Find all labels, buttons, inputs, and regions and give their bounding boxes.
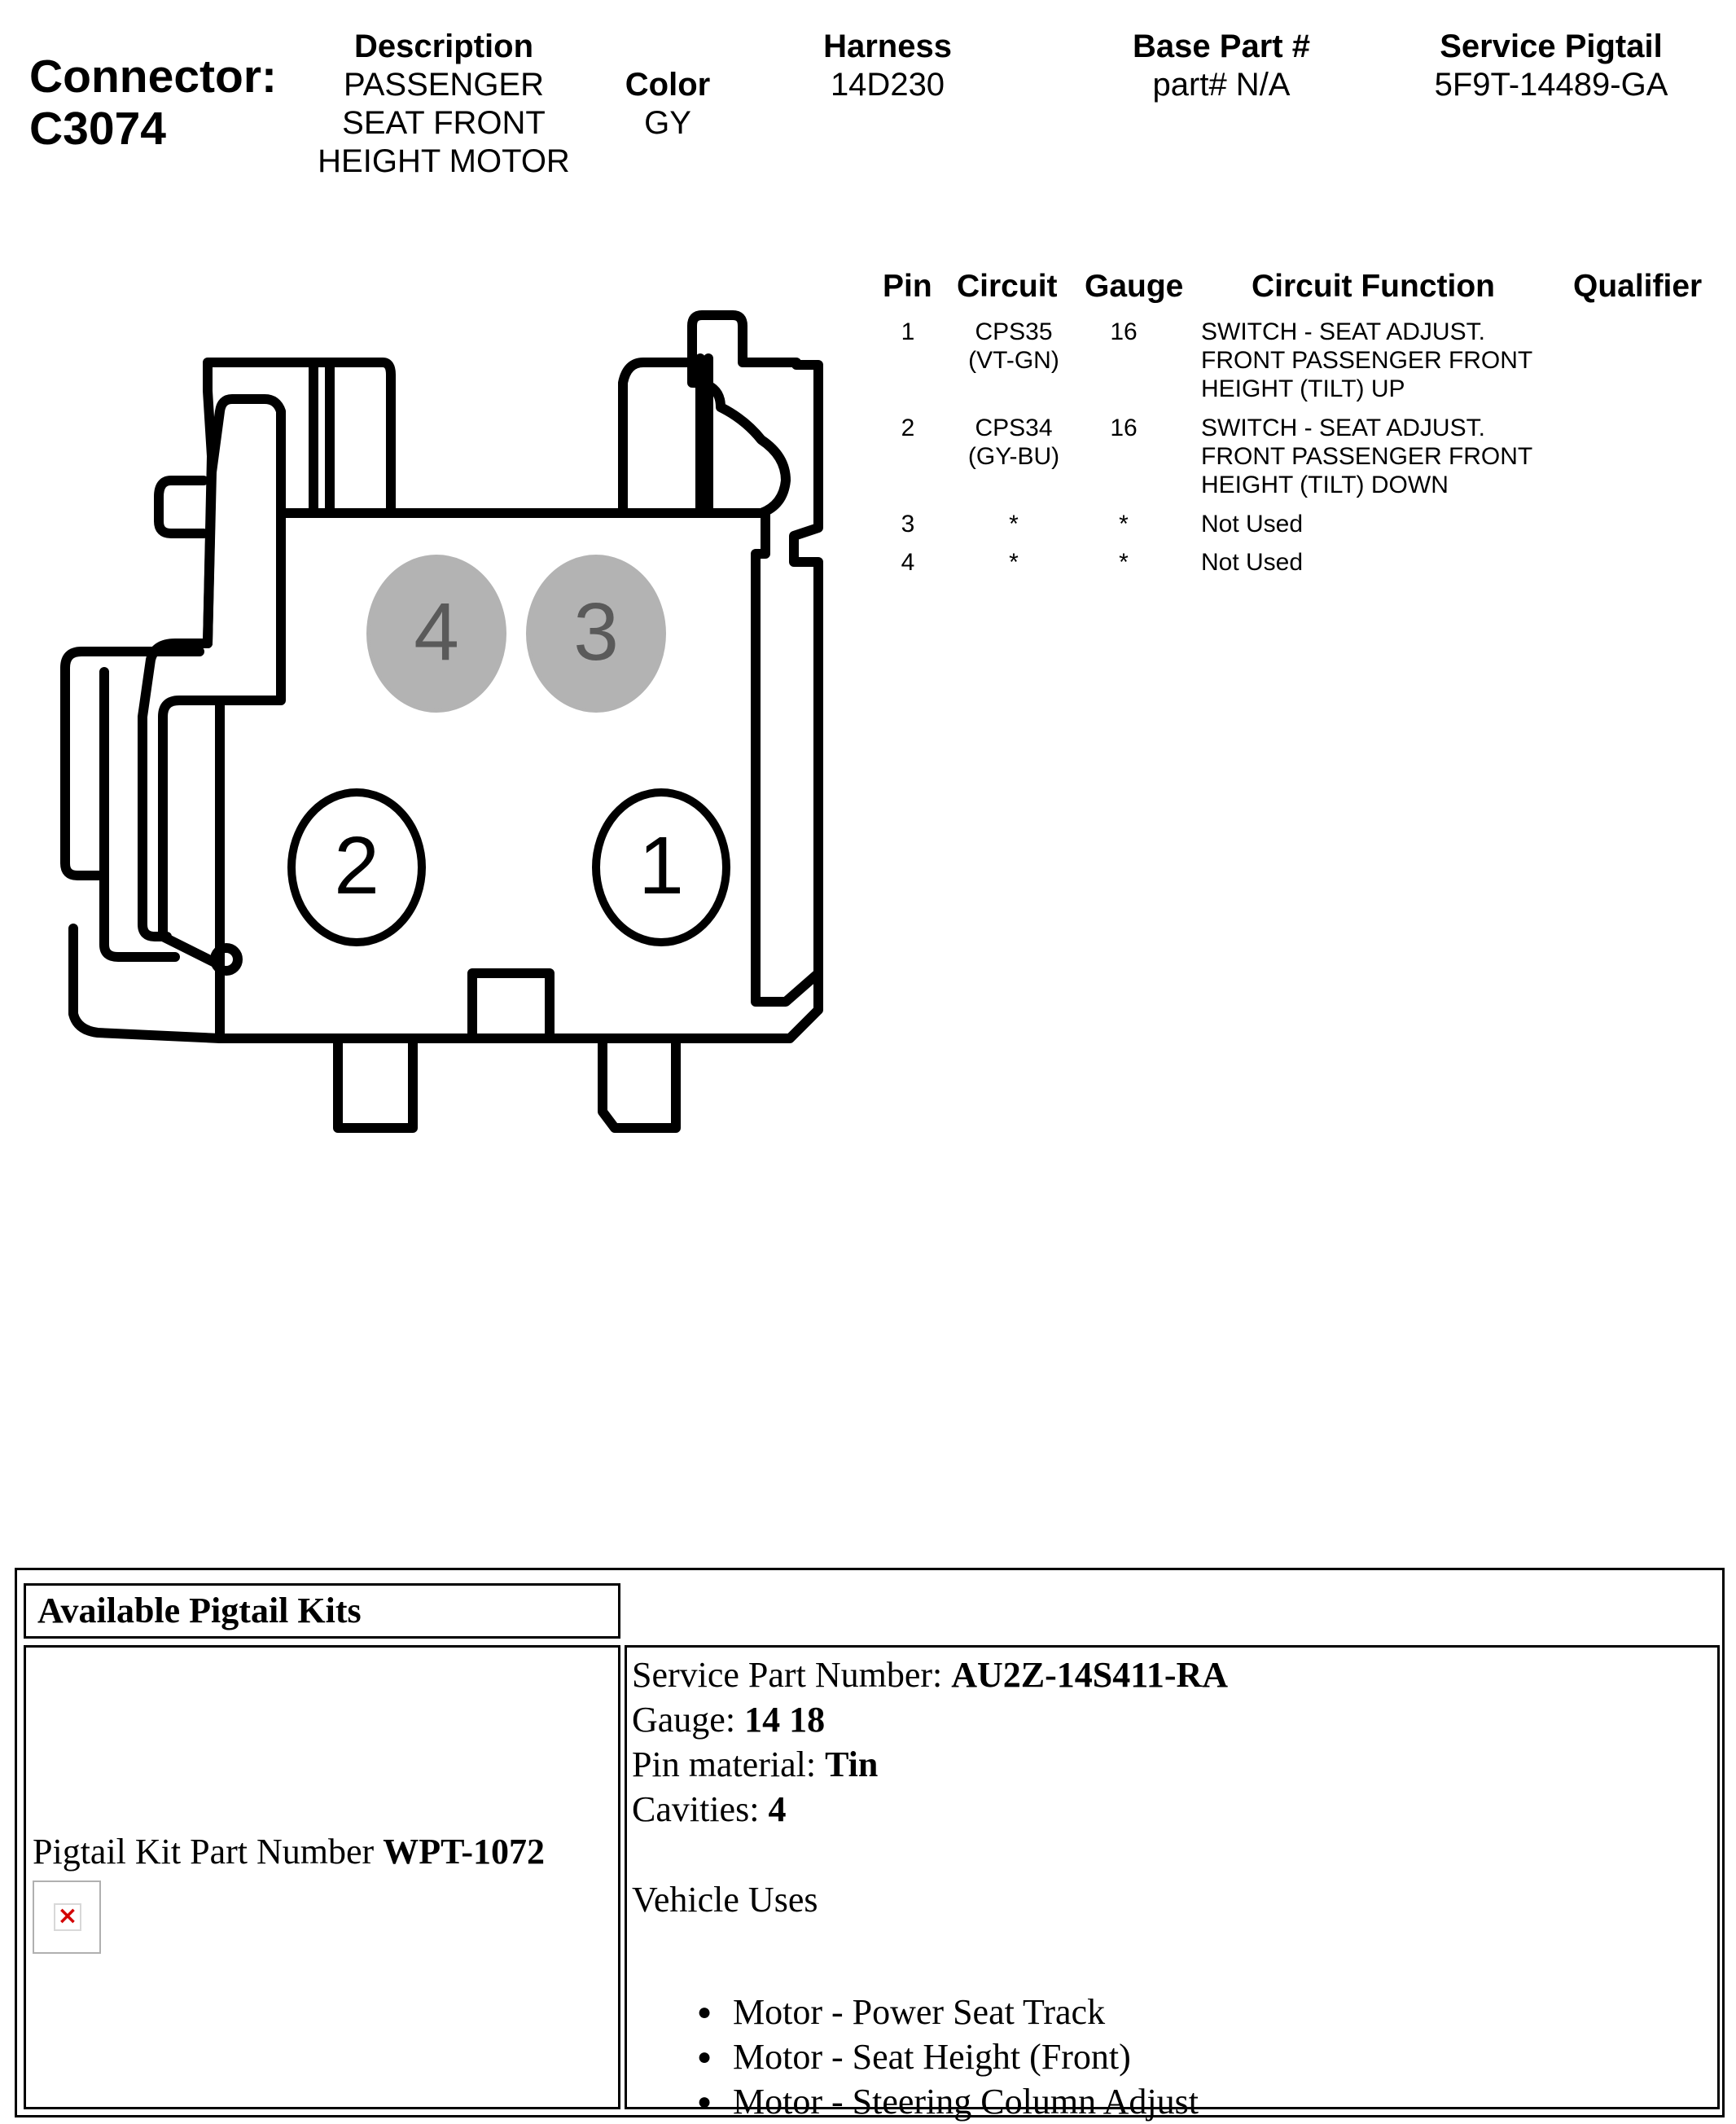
pin-number: 2 <box>901 415 915 441</box>
cavity-4-label: 4 <box>414 586 459 678</box>
vehicle-uses-list <box>697 1990 1199 2124</box>
cavity-2 <box>292 792 422 942</box>
cavity-1 <box>596 792 726 942</box>
pigtail-kit-part <box>33 1831 545 1872</box>
description-line-3: HEIGHT MOTOR <box>318 143 570 179</box>
cavity-2-label: 2 <box>334 820 379 911</box>
list-item <box>697 1990 1199 2034</box>
description-line-1: PASSENGER <box>344 67 544 103</box>
bottom-key <box>472 973 550 1038</box>
function-line: Not Used <box>1201 549 1304 576</box>
color-heading: Color <box>625 67 711 103</box>
function-line: SWITCH - SEAT ADJUST. <box>1201 415 1485 441</box>
gauge-label: Gauge: <box>632 1700 745 1740</box>
circuit-color: (GY-BU) <box>967 443 1060 470</box>
pigtail-kit-number: WPT-1072 <box>383 1832 546 1872</box>
circuit-id: * <box>1009 511 1019 538</box>
function-header: Circuit Function <box>1252 269 1495 304</box>
close-icon: × <box>54 1903 81 1931</box>
side-lock-outer <box>65 652 199 875</box>
function-line: Not Used <box>1201 511 1304 538</box>
function-line: FRONT PASSENGER FRONT <box>1201 443 1533 470</box>
pigtail-kit-details <box>625 1645 1720 2122</box>
pigtail-kits-title: Available Pigtail Kits <box>24 1583 620 1639</box>
function-line: HEIGHT (TILT) UP <box>1201 375 1405 402</box>
side-bump <box>159 481 204 533</box>
pin-number: 3 <box>901 511 915 538</box>
connector-label: Connector: <box>29 50 277 103</box>
cavities-line <box>632 1788 786 1831</box>
cavity-3 <box>528 556 664 711</box>
description-heading: Description <box>353 29 534 64</box>
service-part-label: Service Part Number: <box>632 1655 952 1695</box>
circuit-cell <box>953 318 1075 375</box>
circuit-id: CPS34 <box>975 415 1053 441</box>
color-value: GY <box>644 105 691 141</box>
description-column <box>293 27 594 181</box>
pin-number: 1 <box>901 318 915 345</box>
connector-id: C3074 <box>29 103 166 155</box>
bottom-tab <box>603 1038 676 1128</box>
service-pigtail-value: 5F9T-14489-GA <box>1434 67 1668 103</box>
pin-material-line <box>632 1744 878 1786</box>
bullet-icon: ● <box>697 2088 712 2115</box>
gauge-cell: * <box>1119 549 1129 576</box>
pin-material-value: Tin <box>825 1744 879 1784</box>
base-part-column <box>1099 27 1344 104</box>
gauge-line <box>632 1699 825 1741</box>
side-lock-arm <box>142 643 208 937</box>
side-lock-foot <box>73 928 220 1038</box>
cavity-1-label: 1 <box>638 820 684 911</box>
service-part-line <box>632 1654 1228 1696</box>
circuit-header: Circuit <box>957 269 1058 304</box>
circuit-id: * <box>1009 549 1019 576</box>
side-lock-arm <box>163 700 220 965</box>
harness-value: 14D230 <box>830 67 945 103</box>
circuit-color: (VT-GN) <box>968 347 1059 374</box>
latch-left <box>208 399 281 643</box>
bottom-tab <box>338 1038 413 1128</box>
side-lock-pin <box>215 948 238 971</box>
vehicle-use: Motor - Seat Height (Front) <box>733 2037 1131 2077</box>
qualifier-header: Qualifier <box>1573 269 1703 304</box>
latch-left-frame <box>208 362 391 643</box>
gauge-header: Gauge <box>1085 269 1184 304</box>
harness-heading: Harness <box>823 29 952 64</box>
circuit-cell <box>953 414 1075 471</box>
circuit-id: CPS35 <box>975 318 1053 345</box>
function-line: HEIGHT (TILT) DOWN <box>1201 472 1449 498</box>
color-column <box>603 65 733 143</box>
pin-material-label: Pin material: <box>632 1744 826 1784</box>
pigtail-kits-table <box>15 1568 1725 2122</box>
pigtail-kit-label: Pigtail Kit Part Number <box>33 1832 384 1872</box>
gauge-cell: 16 <box>1110 415 1138 441</box>
description-line-2: SEAT FRONT <box>342 105 546 141</box>
pigtail-kit-cell <box>24 1645 620 2109</box>
bullet-icon: ● <box>697 1999 712 2025</box>
list-item <box>697 2034 1199 2079</box>
base-part-value: part# N/A <box>1152 67 1291 103</box>
pin-header: Pin <box>883 269 932 304</box>
function-line: FRONT PASSENGER FRONT <box>1201 347 1533 374</box>
cavity-4 <box>368 556 505 711</box>
gauge-cell: 16 <box>1110 318 1138 345</box>
gauge-value: 14 18 <box>744 1700 826 1740</box>
cavities-label: Cavities: <box>632 1789 769 1829</box>
connector-face-diagram <box>57 301 839 1140</box>
list-item <box>697 2079 1199 2124</box>
function-cell <box>1201 318 1592 403</box>
harness-column <box>782 27 993 104</box>
broken-image-icon <box>33 1880 101 1954</box>
connector-title <box>29 50 277 155</box>
base-part-heading: Base Part # <box>1133 29 1310 64</box>
pin-number: 4 <box>901 549 915 576</box>
vehicle-use: Motor - Steering Column Adjust <box>733 2082 1199 2122</box>
service-part-value: AU2Z-14S411-RA <box>951 1655 1229 1695</box>
cavities-value: 4 <box>768 1789 787 1829</box>
vehicle-uses-heading: Vehicle Uses <box>632 1880 818 1920</box>
function-cell <box>1201 414 1592 499</box>
service-pigtail-column <box>1401 27 1702 104</box>
function-line: SWITCH - SEAT ADJUST. <box>1201 318 1485 345</box>
bullet-icon: ● <box>697 2043 712 2070</box>
gauge-cell: * <box>1119 511 1129 538</box>
vehicle-use: Motor - Power Seat Track <box>733 1992 1106 2032</box>
service-pigtail-heading: Service Pigtail <box>1440 29 1663 64</box>
cavity-3-label: 3 <box>573 586 619 678</box>
